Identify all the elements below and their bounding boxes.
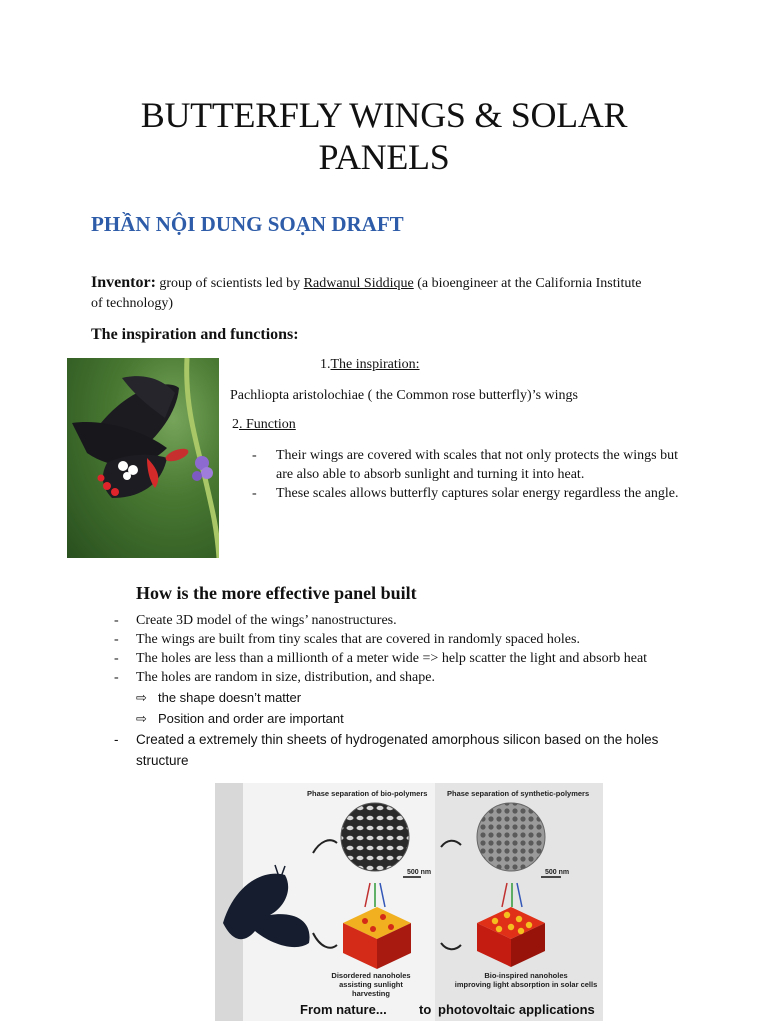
page-title [0,94,768,178]
list-item: - Created a extremely thin sheets of hydrogenated amorphous silicon based on the holes structure [112,729,692,771]
caption-line: improving light absorption in solar cells [454,980,598,989]
list-item: - These scales allows butterfly captures solar energy regardless the angle. [252,484,682,503]
scale-label-left: 500 nm [407,869,432,876]
inventor-label: Inventor [91,274,151,291]
inventor-text-after: (a bioengineer at the California Institute of technology) [91,276,642,311]
scale-label-right: 500 nm [545,869,570,876]
caption-line: assisting sunlight harvesting [339,980,403,998]
function-list [252,446,682,503]
how-list [112,611,692,771]
inventor-text-before: group of scientists led by [155,276,304,291]
nanoholes-figure [215,783,603,1021]
arrow-list-item [112,687,692,708]
butterfly-photo [67,358,219,558]
footer-photovoltaic: photovoltaic applications [438,1002,595,1017]
butterfly-photo-illustration [67,358,219,558]
arrow-right-icon: ⇨ [136,690,147,705]
subheading-inspiration-label: The inspiration: [330,357,420,372]
arrow-item-text: Position and order are important [158,711,344,726]
list-item: - Their wings are covered with scales that not only protects the wings but are also able to absorb sunlight and turning it into heat. [252,446,682,484]
caption-bio-inspired-nanoholes [451,971,601,989]
inspiration-heading: The inspiration and functions: [91,326,299,343]
caption-synthetic-polymers: Phase separation of synthetic-polymers [447,789,590,798]
arrow-list-item [112,708,692,729]
subheading-function-label: . Function [239,417,296,432]
inspiration-text: Pachliopta aristolochiae ( the Common rose butterfly)’s wings [230,388,578,403]
caption-line: Bio-inspired nanoholes [484,971,568,980]
arrow-right-icon: ⇨ [136,711,147,726]
caption-disordered-nanoholes [323,971,419,998]
inventor-name: Radwanul Siddique [303,276,414,291]
arrow-item-text: the shape doesn’t matter [158,690,302,705]
title-line-2: PANELS [318,137,450,177]
subheading-function-number: 2 [232,417,239,432]
how-heading: How is the more effective panel built [136,583,417,603]
subheading-function [232,417,296,433]
footer-from-nature: From nature... [300,1002,387,1017]
title-line-1: BUTTERFLY WINGS & SOLAR [140,95,628,135]
subheading-inspiration-number: 1. [320,357,331,372]
list-item: - The wings are built from tiny scales that are covered in randomly spaced holes. [112,630,692,649]
inventor-paragraph: Inventor: group of scientists led by Radwanul Siddique (a bioengineer at the California Institute of technology) [91,274,642,311]
section-heading: PHẦN NỘI DUNG SOẠN DRAFT [91,212,404,236]
list-item: - The holes are random in size, distribution, and shape. [112,668,692,687]
caption-line: Disordered nanoholes [331,971,411,980]
subheading-inspiration [320,357,420,373]
footer-to: to [419,1002,432,1017]
list-item: - Create 3D model of the wings’ nanostructures. [112,611,692,630]
caption-bio-polymers: Phase separation of bio-polymers [307,789,428,798]
list-item: - The holes are less than a millionth of a meter wide => help scatter the light and absorb heat [112,649,692,668]
